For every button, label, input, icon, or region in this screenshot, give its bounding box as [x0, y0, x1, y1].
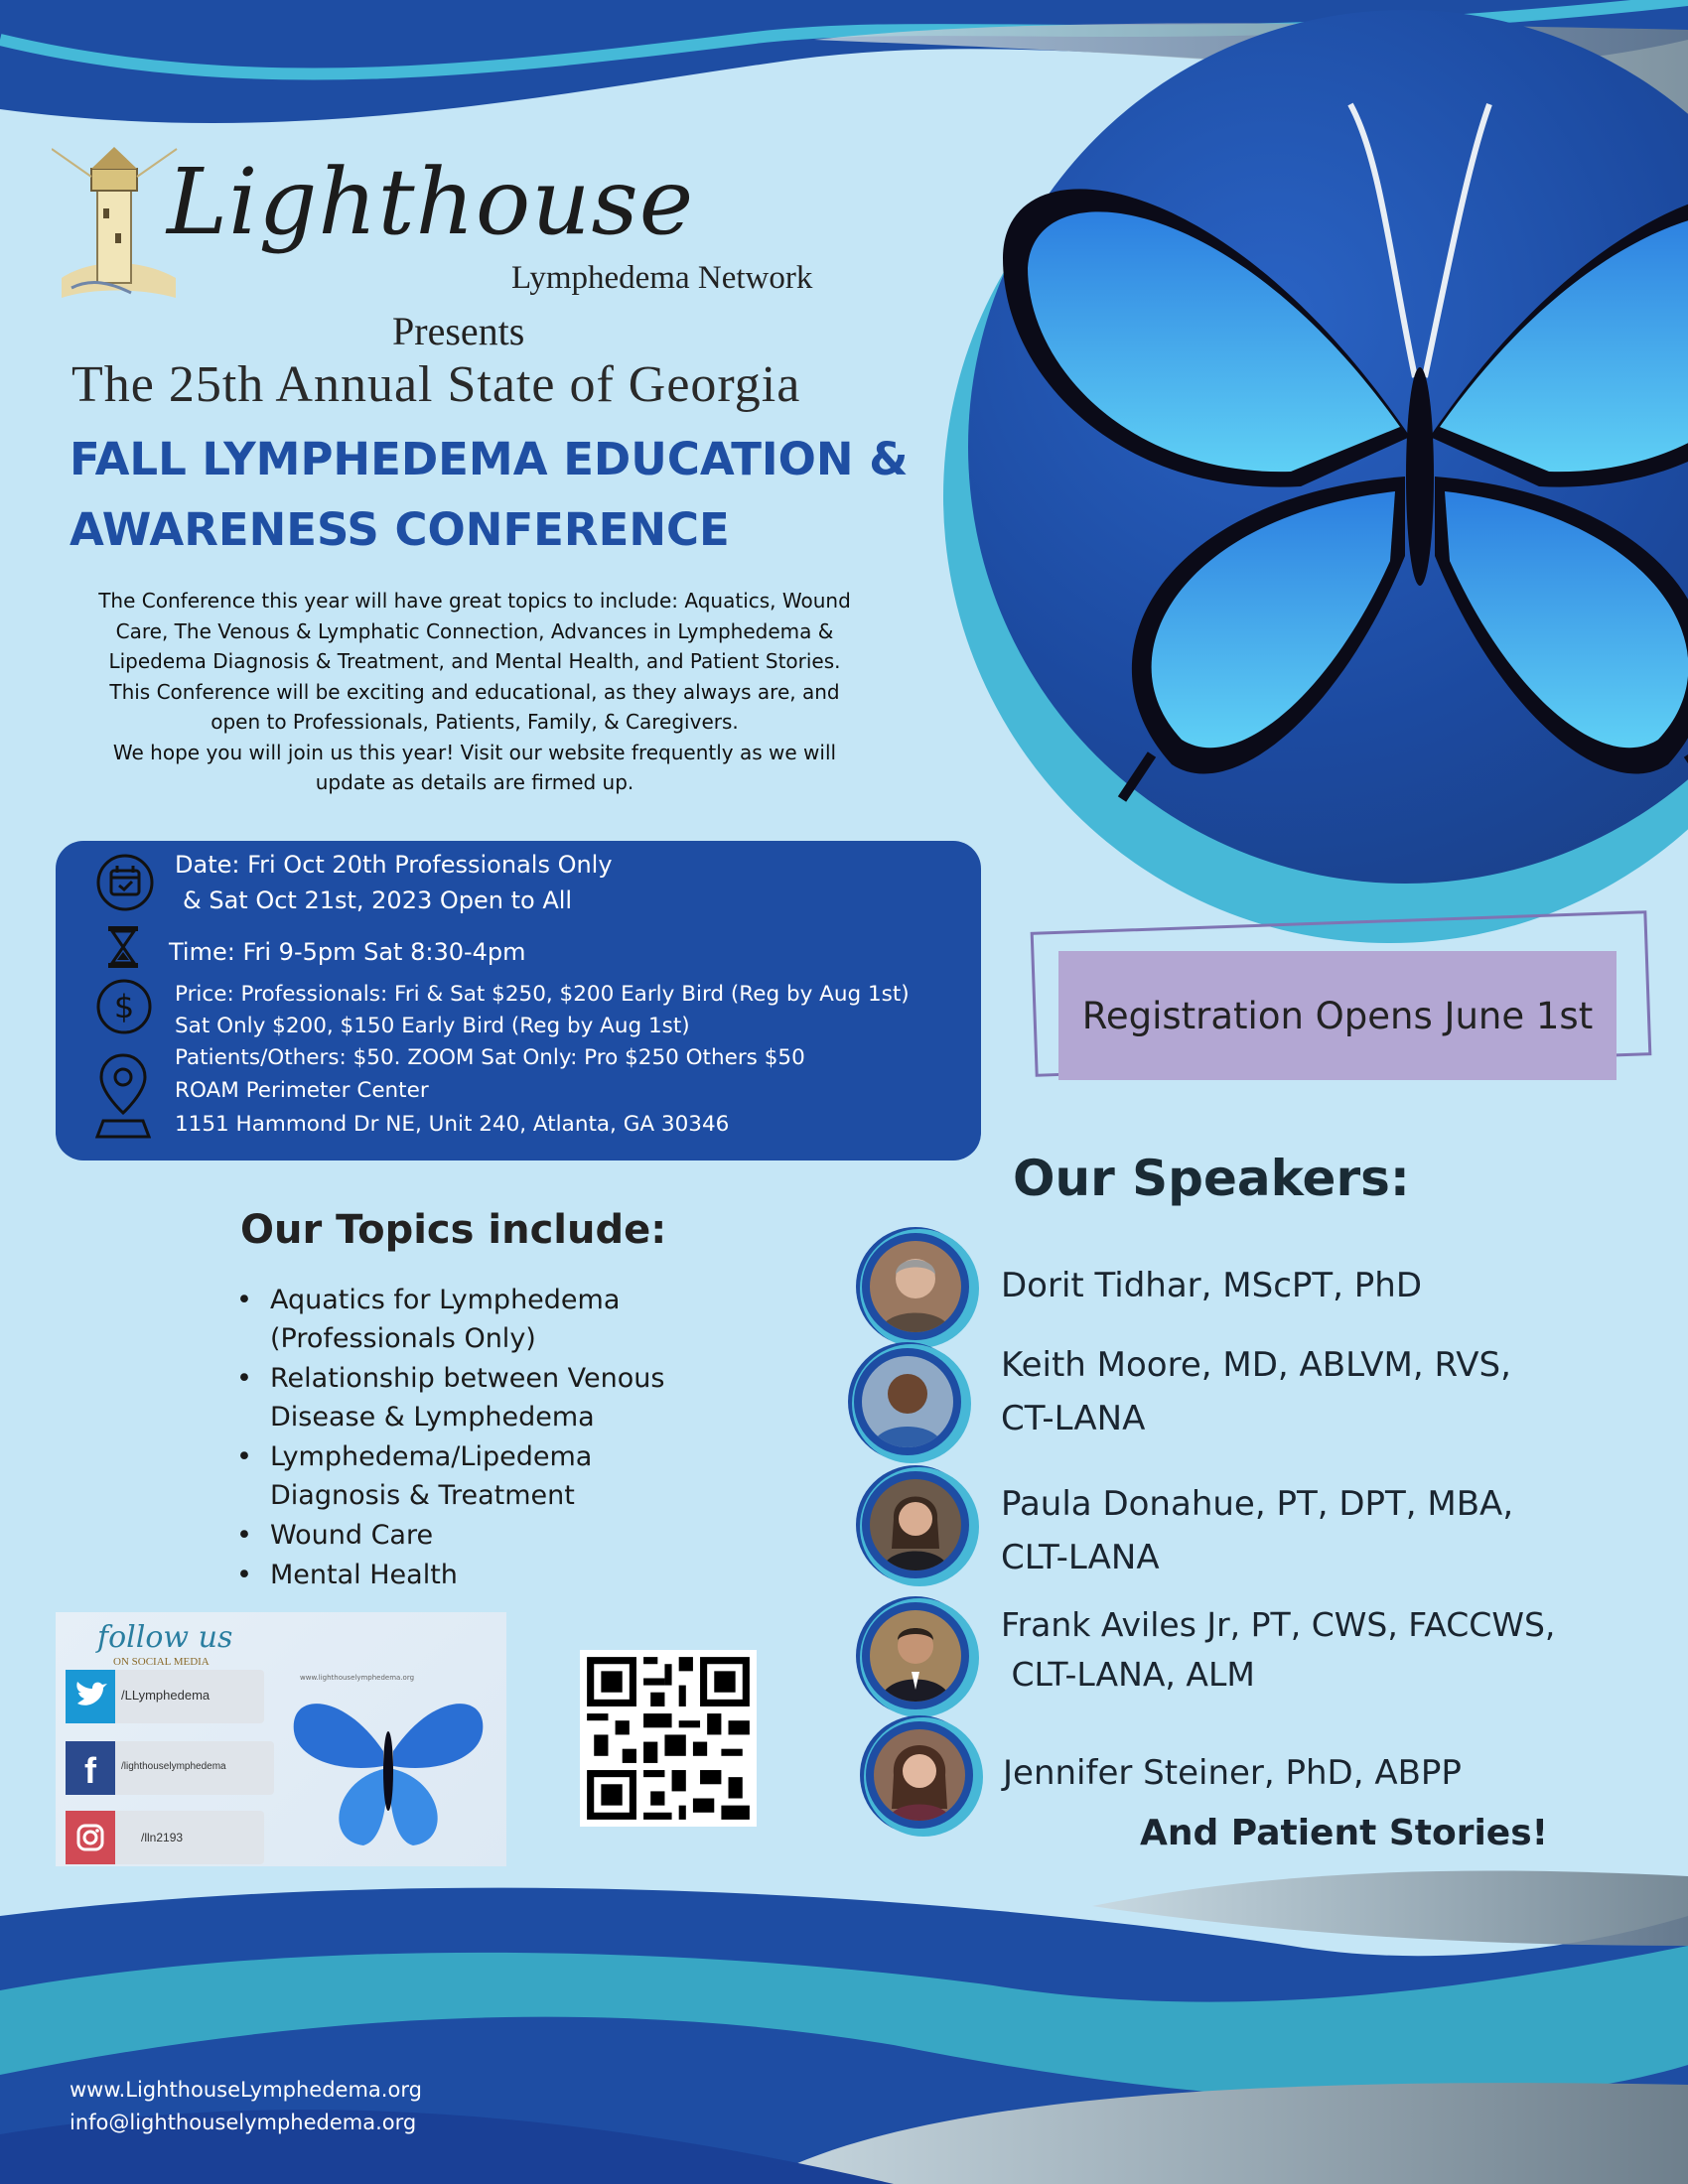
- annual-heading: The 25th Annual State of Georgia: [71, 356, 801, 413]
- logo-subtitle: Lymphedema Network: [511, 260, 813, 296]
- event-info-box: [56, 841, 981, 1160]
- speaker-name: Jennifer Steiner, PhD, ABPP: [1003, 1753, 1462, 1793]
- intro-line: Care, The Venous & Lymphatic Connection, Advances in Lymphedema &: [115, 618, 834, 643]
- intro-line: Lipedema Diagnosis & Treatment, and Mental Health, and Patient Stories.: [108, 649, 841, 673]
- hourglass-icon: [105, 924, 141, 970]
- patient-stories-label: And Patient Stories!: [1140, 1813, 1549, 1853]
- time-line: Time: Fri 9-5pm Sat 8:30-4pm: [169, 938, 526, 966]
- intro-line: This Conference will be exciting and educational, as they always are, and: [109, 679, 840, 704]
- topics-heading: Our Topics include:: [240, 1207, 667, 1253]
- qr-code[interactable]: [580, 1650, 757, 1827]
- date-line2: & Sat Oct 21st, 2023 Open to All: [183, 887, 573, 914]
- instagram-handle: /lln2193: [141, 1831, 184, 1844]
- speaker-avatar: [864, 1473, 967, 1576]
- speaker-avatar: [864, 1235, 967, 1338]
- facebook-icon: [66, 1741, 115, 1795]
- speaker-name: Paula Donahue, PT, DPT, MBA, CLT-LANA: [1001, 1484, 1514, 1577]
- twitter-handle: /LLymphedema: [121, 1688, 211, 1703]
- intro-paragraph: [70, 586, 880, 798]
- speaker-avatar: [868, 1723, 971, 1827]
- venue-line: ROAM Perimeter Center: [175, 1078, 429, 1103]
- topic-item: • Wound Care: [236, 1516, 664, 1555]
- social-media-panel: [56, 1612, 506, 1866]
- price-line3: Patients/Others: $50. ZOOM Sat Only: Pro $250 Others $50: [175, 1045, 805, 1070]
- butterfly-icon: [284, 1682, 492, 1860]
- intro-line: The Conference this year will have great topics to include: Aquatics, Wound: [98, 589, 851, 613]
- topic-item: • Aquatics for Lymphedema (Professionals Only): [236, 1281, 664, 1358]
- intro-line: update as details are firmed up.: [315, 770, 634, 794]
- speaker-avatar: [864, 1604, 967, 1707]
- presents-label: Presents: [392, 309, 525, 353]
- email-link[interactable]: info@lighthouselymphedema.org: [70, 2111, 417, 2134]
- svg-text:$: $: [113, 988, 135, 1025]
- dollar-icon: [95, 978, 153, 1035]
- facebook-handle: /lighthouselymphedema: [121, 1761, 226, 1772]
- speaker-name: Dorit Tidhar, MScPT, PhD: [1001, 1266, 1423, 1305]
- speaker-name: Keith Moore, MD, ABLVM, RVS, CT-LANA: [1001, 1345, 1511, 1438]
- small-website: www.lighthouselymphedema.org: [300, 1674, 415, 1682]
- topic-item: • Lymphedema/Lipedema Diagnosis & Treatment: [236, 1437, 664, 1515]
- registration-text: Registration Opens June 1st: [1081, 994, 1594, 1037]
- price-line1: Price: Professionals: Fri & Sat $250, $200 Early Bird (Reg by Aug 1st): [175, 982, 910, 1007]
- address-line: 1151 Hammond Dr NE, Unit 240, Atlanta, GA 30346: [175, 1112, 730, 1137]
- price-line2: Sat Only $200, $150 Early Bird (Reg by Aug 1st): [175, 1014, 690, 1038]
- calendar-icon: [95, 853, 155, 912]
- website-link[interactable]: www.LighthouseLymphedema.org: [70, 2078, 422, 2102]
- topic-item: • Mental Health: [236, 1556, 664, 1594]
- topics-list: [236, 1281, 664, 1595]
- social-subtitle: ON SOCIAL MEDIA: [113, 1656, 210, 1668]
- conference-title-line1: FALL LYMPHEDEMA EDUCATION &: [70, 433, 909, 485]
- intro-line: We hope you will join us this year! Visit our website frequently as we will: [112, 740, 837, 764]
- registration-banner: [1058, 951, 1617, 1080]
- topic-item: • Relationship between Venous Disease & Lymphedema: [236, 1359, 664, 1436]
- location-pin-icon: [95, 1051, 151, 1141]
- twitter-row[interactable]: [66, 1670, 264, 1723]
- facebook-row[interactable]: [66, 1741, 274, 1795]
- follow-us-label: follow us: [97, 1620, 233, 1655]
- instagram-row[interactable]: [66, 1811, 264, 1864]
- instagram-icon: [66, 1811, 115, 1864]
- conference-title-line2: AWARENESS CONFERENCE: [70, 503, 730, 556]
- twitter-icon: [66, 1670, 115, 1723]
- speaker-avatar: [856, 1350, 959, 1453]
- speaker-name: Frank Aviles Jr, PT, CWS, FACCWS, CLT-LANA, ALM: [1001, 1605, 1556, 1694]
- svg-text:f: f: [84, 1750, 96, 1791]
- logo-wordmark: Lighthouse: [167, 149, 695, 255]
- speakers-heading: Our Speakers:: [1013, 1150, 1410, 1207]
- date-line1: Date: Fri Oct 20th Professionals Only: [175, 851, 613, 879]
- lighthouse-logo-icon: [52, 139, 181, 308]
- intro-line: open to Professionals, Patients, Family, & Caregivers.: [211, 710, 739, 734]
